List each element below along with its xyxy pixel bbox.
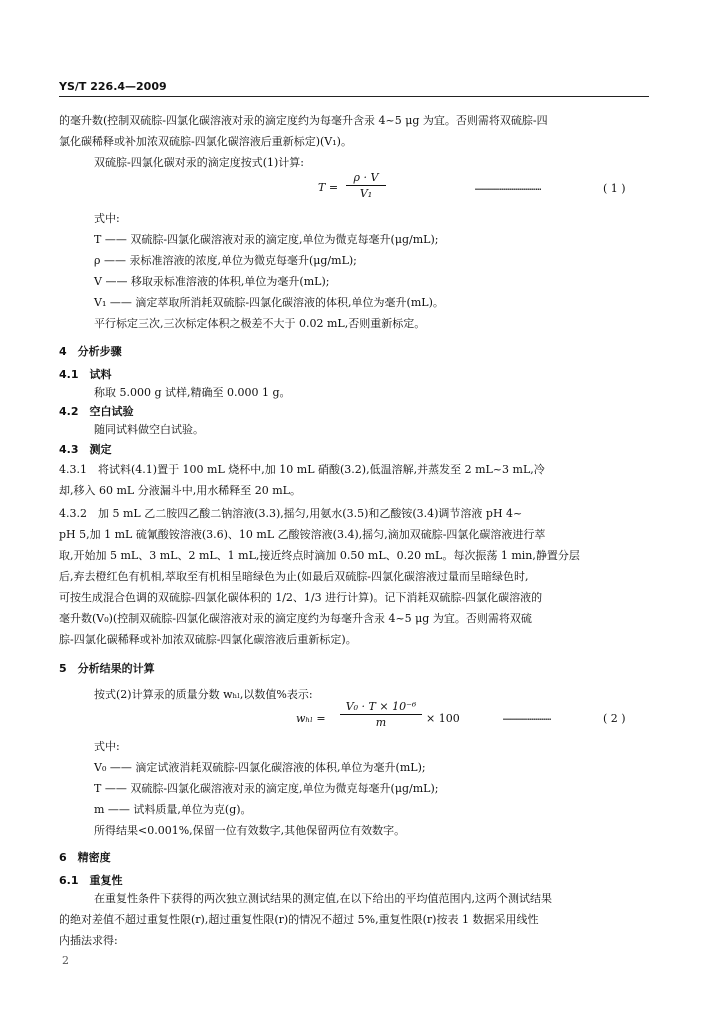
eq1-numerator: ρ · V — [353, 171, 379, 184]
where1-item-3: V —— 移取汞标准溶液的体积,单位为毫升(mL); — [94, 275, 330, 288]
sec431-line-1: 4.3.1 将试料(4.1)置于 100 mL 烧杯中,加 10 mL 硝酸(3.2),低温溶解,并蒸发至 2 mL~3 mL,冷 — [59, 463, 545, 476]
where2-item-1: V₀ —— 滴定试液消耗双硫腙-四氯化碳溶液的体积,单位为毫升(mL); — [94, 761, 426, 774]
sec61-title: 6.1 重复性 — [59, 874, 123, 887]
sec6-title: 6 精密度 — [59, 851, 111, 864]
sec41-title: 4.1 试料 — [59, 368, 112, 381]
eq2-numerator: V₀ · T × 10⁻⁶ — [345, 700, 417, 713]
sec61-line-1: 在重复性条件下获得的两次独立测试结果的测定值,在以下给出的平均值范围内,这两个测试结果 — [94, 892, 552, 905]
sec432-line-5: 可按生成混合色调的双硫腙-四氯化碳体积的 1/2、1/3 进行计算)。记下消耗双硫腙-四氯化碳溶液的 — [59, 591, 543, 604]
where1-item-4: V₁ —— 滴定萃取所消耗双硫腙-四氯化碳溶液的体积,单位为毫升(mL)。 — [94, 296, 444, 309]
sec42-text: 随同试料做空白试验。 — [94, 423, 204, 436]
sec42-title: 4.2 空白试验 — [59, 405, 134, 418]
sec4-title: 4 分析步骤 — [59, 345, 122, 358]
where1-item-2: ρ —— 汞标准溶液的浓度,单位为微克每毫升(μg/mL); — [94, 254, 357, 267]
eq2-lhs: wₕₗ = — [296, 712, 326, 725]
sec5-note: 所得结果<0.001%,保留一位有效数字,其他保留两位有效数字。 — [94, 824, 406, 837]
eq1-denominator: V₁ — [359, 187, 373, 200]
eq2-fraction-bar — [340, 714, 422, 715]
sec41-text: 称取 5.000 g 试样,精确至 0.000 1 g。 — [94, 386, 291, 399]
eq2-dots: …………………… — [503, 712, 552, 723]
cont-line-1: 的毫升数(控制双硫腙-四氯化碳溶液对汞的滴定度约为每毫升含汞 4~5 μg 为宜。否则需将双硫腙-四 — [59, 114, 548, 127]
sec432-line-6: 毫升数(V₀)(控制双硫腙-四氯化碳溶液对汞的滴定度约为每毫升含汞 4~5 μg 为宜。否则需将双硫 — [59, 612, 532, 625]
eq2-fraction — [340, 701, 422, 728]
cont-line-3: 双硫腙-四氯化碳对汞的滴定度按式(1)计算: — [94, 156, 305, 169]
sec43-title: 4.3 测定 — [59, 443, 112, 456]
sec432-line-1: 4.3.2 加 5 mL 乙二胺四乙酸二钠溶液(3.3),摇匀,用氨水(3.5)和乙酸铵(3.4)调节溶液 pH 4~ — [59, 507, 523, 520]
eq2-tag: ( 2 ) — [603, 712, 626, 725]
where1-item-1: T —— 双硫腙-四氯化碳溶液对汞的滴定度,单位为微克每毫升(μg/mL); — [94, 233, 439, 246]
eq2-denominator: m — [375, 716, 387, 729]
sec5-intro: 按式(2)计算汞的质量分数 wₕₗ,以数值%表示: — [94, 688, 313, 701]
sec431-line-2: 却,移入 60 mL 分液漏斗中,用水稀释至 20 mL。 — [59, 484, 301, 497]
cont-line-2: 氯化碳稀释或补加浓双硫腙-四氯化碳溶液后重新标定)(V₁)。 — [59, 135, 352, 148]
sec61-line-2: 的绝对差值不超过重复性限(r),超过重复性限(r)的情况不超过 5%,重复性限(r)按表 1 数据采用线性 — [59, 913, 539, 926]
eq2-tail: × 100 — [426, 712, 460, 725]
where1-note: 平行标定三次,三次标定体积之极差不大于 0.02 mL,否则重新标定。 — [94, 317, 426, 330]
sec5-title: 5 分析结果的计算 — [59, 662, 155, 675]
header-divider — [59, 96, 649, 97]
where1-intro: 式中: — [94, 212, 120, 225]
eq1-dots: …………………………… — [475, 182, 542, 193]
where2-item-3: m —— 试料质量,单位为克(g)。 — [94, 803, 252, 816]
eq1-fraction-bar — [346, 185, 386, 186]
where2-item-2: T —— 双硫腙-四氯化碳溶液对汞的滴定度,单位为微克每毫升(μg/mL); — [94, 782, 439, 795]
page-number: 2 — [62, 954, 69, 967]
eq1-lhs: T = — [318, 181, 339, 194]
eq1-fraction — [346, 172, 386, 199]
where2-intro: 式中: — [94, 740, 120, 753]
standard-number: YS/T 226.4—2009 — [59, 80, 167, 93]
sec432-line-2: pH 5,加 1 mL 硫氰酸铵溶液(3.6)、10 mL 乙酸铵溶液(3.4),摇匀,滴加双硫腙-四氯化碳溶液进行萃 — [59, 528, 546, 541]
sec432-line-3: 取,开始加 5 mL、3 mL、2 mL、1 mL,接近终点时滴加 0.50 mL、0.20 mL。每次振荡 1 min,静置分层 — [59, 549, 580, 562]
sec61-line-3: 内插法求得: — [59, 934, 118, 947]
eq1-tag: ( 1 ) — [603, 182, 626, 195]
sec432-line-4: 后,弃去橙红色有机相,萃取至有机相呈暗绿色为止(如最后双硫腙-四氯化碳溶液过量而呈暗绿色时, — [59, 570, 529, 583]
sec432-line-7: 腙-四氯化碳稀释或补加浓双硫腙-四氯化碳溶液后重新标定)。 — [59, 633, 357, 646]
